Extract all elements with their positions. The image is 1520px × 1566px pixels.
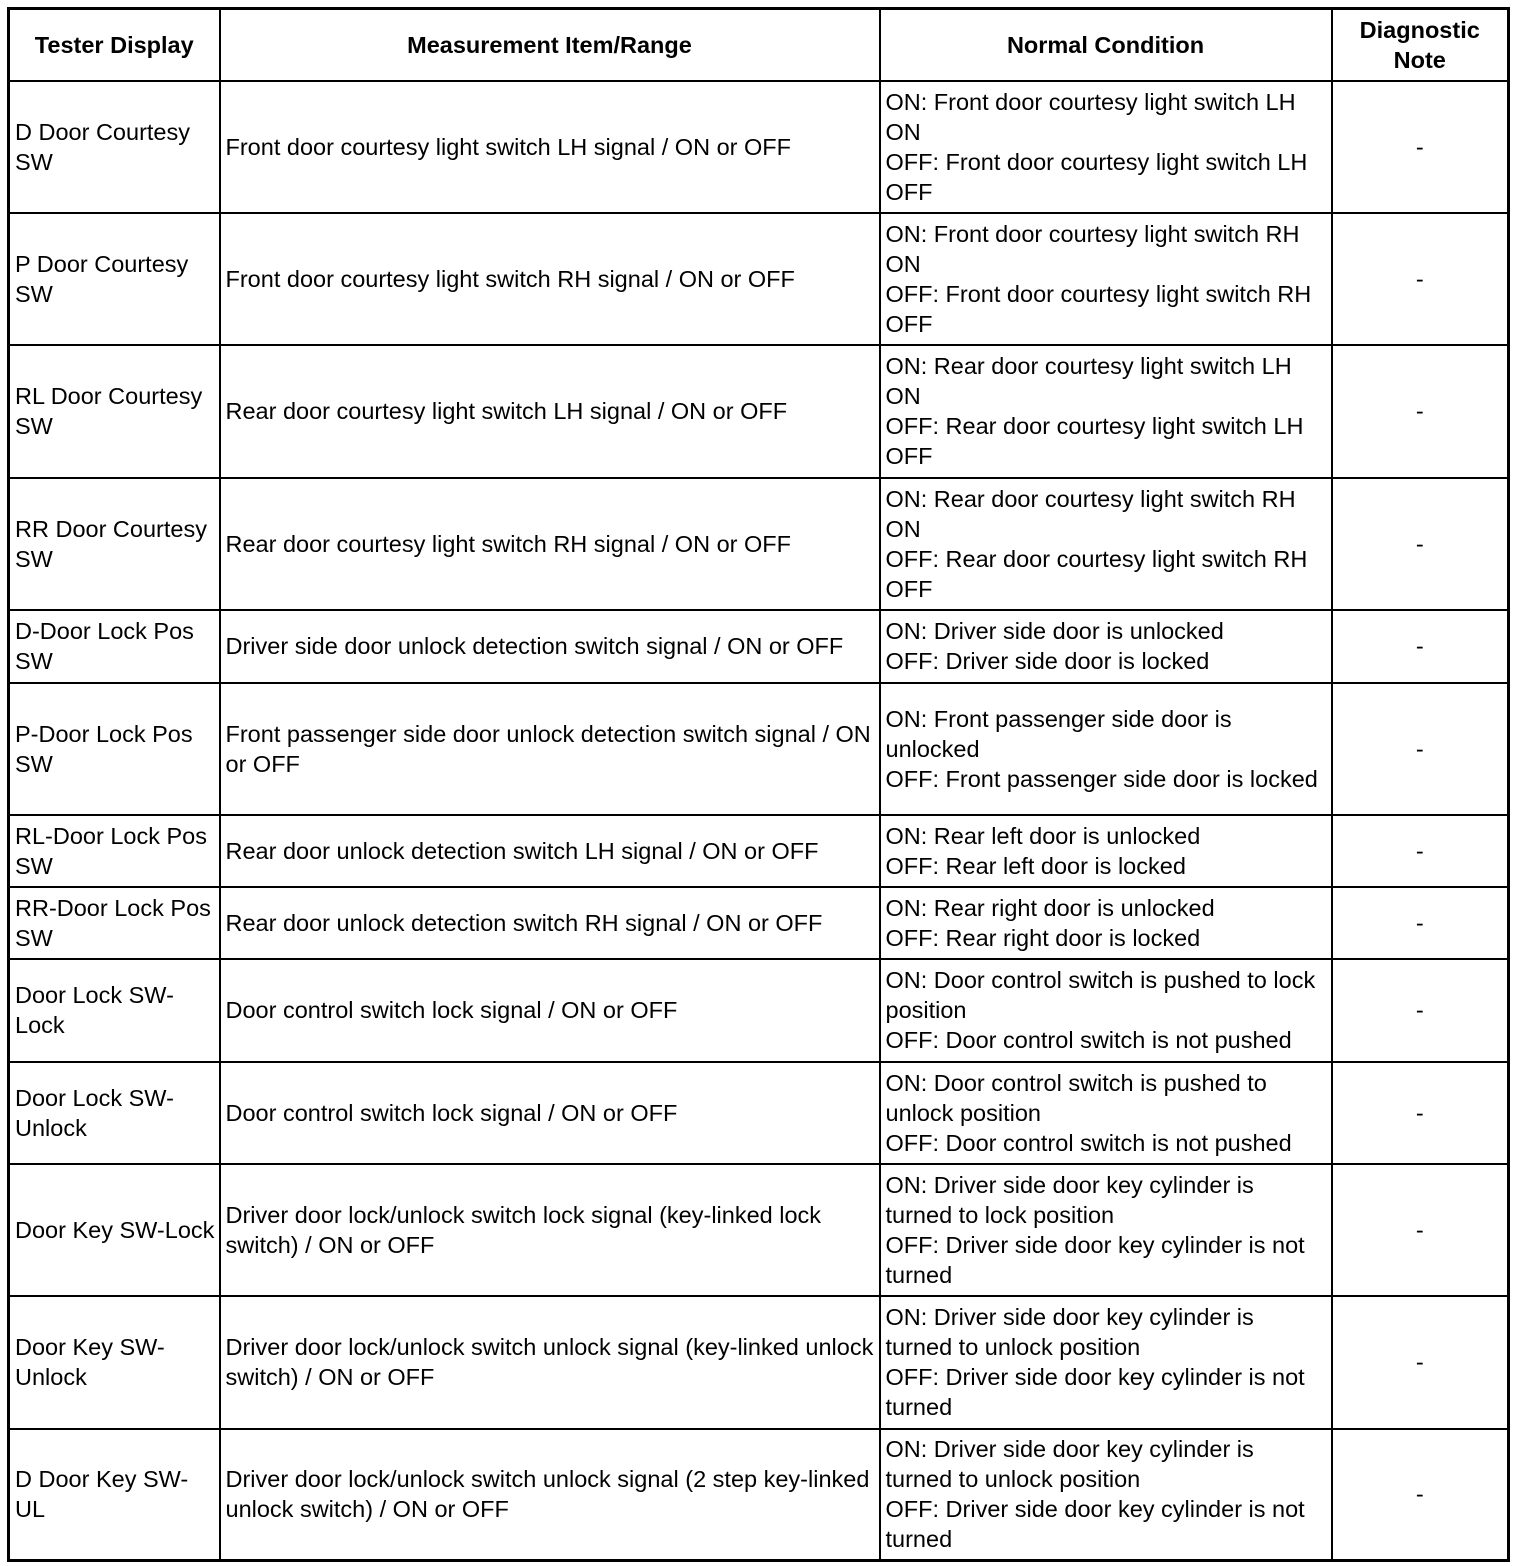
measurement-cell: Front door courtesy light switch LH signal / ON or OFF bbox=[220, 81, 880, 213]
normal-condition-cell bbox=[880, 345, 1332, 478]
header-row bbox=[9, 9, 1509, 81]
normal-condition-cell bbox=[880, 1429, 1332, 1561]
on-condition: ON: Rear left door is unlocked bbox=[885, 822, 1201, 849]
on-condition: ON: Front door courtesy light switch RH ON bbox=[885, 220, 1300, 277]
tester-display-cell: Door Lock SW-Unlock bbox=[9, 1062, 220, 1164]
table-row bbox=[9, 959, 1509, 1062]
measurement-cell: Rear door unlock detection switch RH signal / ON or OFF bbox=[220, 887, 880, 959]
tester-display-cell: Door Key SW-Lock bbox=[9, 1164, 220, 1296]
off-condition: OFF: Door control switch is not pushed bbox=[885, 1027, 1292, 1053]
diagnostic-note-cell: - bbox=[1332, 1062, 1509, 1164]
normal-condition-cell bbox=[880, 81, 1332, 213]
data-list-table bbox=[7, 7, 1510, 1562]
tester-display-cell: D Door Key SW-UL bbox=[9, 1429, 220, 1561]
off-condition: OFF: Front door courtesy light switch RH OFF bbox=[885, 280, 1312, 337]
table-row bbox=[9, 610, 1509, 683]
header-tester-display: Tester Display bbox=[9, 9, 220, 81]
off-condition: OFF: Driver side door key cylinder is not turned bbox=[885, 1364, 1305, 1420]
diagnostic-note-cell: - bbox=[1332, 610, 1509, 683]
measurement-cell: Driver side door unlock detection switch signal / ON or OFF bbox=[220, 610, 880, 683]
normal-condition-cell bbox=[880, 815, 1332, 887]
measurement-cell: Rear door courtesy light switch RH signal / ON or OFF bbox=[220, 478, 880, 610]
normal-condition-cell bbox=[880, 1164, 1332, 1296]
off-condition: OFF: Driver side door key cylinder is not turned bbox=[885, 1496, 1305, 1553]
normal-condition-cell bbox=[880, 478, 1332, 610]
measurement-cell: Driver door lock/unlock switch unlock signal (2 step key-linked unlock switch) / ON or OFF bbox=[220, 1429, 880, 1561]
on-condition: ON: Door control switch is pushed to lock position bbox=[885, 967, 1316, 1023]
off-condition: OFF: Driver side door key cylinder is not turned bbox=[885, 1231, 1305, 1288]
diagnostic-note-cell: - bbox=[1332, 683, 1509, 815]
on-condition: ON: Rear right door is unlocked bbox=[885, 894, 1215, 921]
tester-display-cell: RR-Door Lock Pos SW bbox=[9, 887, 220, 959]
measurement-cell: Driver door lock/unlock switch unlock signal (key-linked unlock switch) / ON or OFF bbox=[220, 1296, 880, 1429]
table-row bbox=[9, 81, 1509, 213]
diagnostic-note-cell: - bbox=[1332, 345, 1509, 478]
tester-display-cell: D-Door Lock Pos SW bbox=[9, 610, 220, 683]
off-condition: OFF: Rear door courtesy light switch RH OFF bbox=[885, 545, 1308, 602]
measurement-cell: Front door courtesy light switch RH signal / ON or OFF bbox=[220, 213, 880, 345]
tester-display-cell: RR Door Courtesy SW bbox=[9, 478, 220, 610]
table-row bbox=[9, 887, 1509, 959]
diagnostic-note-cell: - bbox=[1332, 1296, 1509, 1429]
on-condition: ON: Driver side door key cylinder is turned to unlock position bbox=[885, 1304, 1254, 1360]
table-row bbox=[9, 1062, 1509, 1164]
diagnostic-note-cell: - bbox=[1332, 213, 1509, 345]
off-condition: OFF: Front door courtesy light switch LH OFF bbox=[885, 148, 1308, 205]
normal-condition-cell bbox=[880, 683, 1332, 815]
table-row bbox=[9, 478, 1509, 610]
table-row bbox=[9, 213, 1509, 345]
normal-condition-cell bbox=[880, 213, 1332, 345]
normal-condition-cell bbox=[880, 959, 1332, 1062]
diagnostic-note-cell: - bbox=[1332, 887, 1509, 959]
table-row bbox=[9, 815, 1509, 887]
measurement-cell: Driver door lock/unlock switch lock signal (key-linked lock switch) / ON or OFF bbox=[220, 1164, 880, 1296]
table-row bbox=[9, 1164, 1509, 1296]
on-condition: ON: Driver side door key cylinder is turned to lock position bbox=[885, 1171, 1254, 1228]
on-condition: ON: Rear door courtesy light switch LH ON bbox=[885, 353, 1292, 409]
tester-display-cell: D Door Courtesy SW bbox=[9, 81, 220, 213]
on-condition: ON: Driver side door is unlocked bbox=[885, 618, 1224, 644]
table-row bbox=[9, 345, 1509, 478]
tester-display-cell: P Door Courtesy SW bbox=[9, 213, 220, 345]
off-condition: OFF: Rear left door is locked bbox=[885, 852, 1186, 879]
diagnostic-note-cell: - bbox=[1332, 959, 1509, 1062]
normal-condition-cell bbox=[880, 610, 1332, 683]
measurement-cell: Rear door courtesy light switch LH signal / ON or OFF bbox=[220, 345, 880, 478]
tester-display-cell: Door Lock SW-Lock bbox=[9, 959, 220, 1062]
header-normal-condition: Normal Condition bbox=[880, 9, 1332, 81]
diagnostic-note-cell: - bbox=[1332, 1429, 1509, 1561]
on-condition: ON: Front door courtesy light switch LH ON bbox=[885, 88, 1296, 145]
table-row bbox=[9, 683, 1509, 815]
header-measurement: Measurement Item/Range bbox=[220, 9, 880, 81]
on-condition: ON: Door control switch is pushed to unlock position bbox=[885, 1069, 1267, 1126]
off-condition: OFF: Rear right door is locked bbox=[885, 924, 1201, 951]
table-row bbox=[9, 1296, 1509, 1429]
tester-display-cell: RL-Door Lock Pos SW bbox=[9, 815, 220, 887]
measurement-cell: Front passenger side door unlock detection switch signal / ON or OFF bbox=[220, 683, 880, 815]
off-condition: OFF: Door control switch is not pushed bbox=[885, 1129, 1292, 1156]
off-condition: OFF: Front passenger side door is locked bbox=[885, 765, 1318, 792]
measurement-cell: Door control switch lock signal / ON or OFF bbox=[220, 1062, 880, 1164]
normal-condition-cell bbox=[880, 1062, 1332, 1164]
off-condition: OFF: Rear door courtesy light switch LH OFF bbox=[885, 413, 1304, 469]
tester-display-cell: P-Door Lock Pos SW bbox=[9, 683, 220, 815]
table-row bbox=[9, 1429, 1509, 1561]
off-condition: OFF: Driver side door is locked bbox=[885, 648, 1210, 674]
diagnostic-note-cell: - bbox=[1332, 81, 1509, 213]
measurement-cell: Door control switch lock signal / ON or OFF bbox=[220, 959, 880, 1062]
tester-display-cell: Door Key SW-Unlock bbox=[9, 1296, 220, 1429]
normal-condition-cell bbox=[880, 887, 1332, 959]
on-condition: ON: Rear door courtesy light switch RH ON bbox=[885, 485, 1296, 542]
normal-condition-cell bbox=[880, 1296, 1332, 1429]
diagnostic-note-cell: - bbox=[1332, 478, 1509, 610]
tester-display-cell: RL Door Courtesy SW bbox=[9, 345, 220, 478]
diagnostic-note-cell: - bbox=[1332, 1164, 1509, 1296]
header-diagnostic-note: Diagnostic Note bbox=[1332, 9, 1509, 81]
on-condition: ON: Front passenger side door is unlocked bbox=[885, 705, 1232, 762]
on-condition: ON: Driver side door key cylinder is turned to unlock position bbox=[885, 1436, 1254, 1493]
measurement-cell: Rear door unlock detection switch LH signal / ON or OFF bbox=[220, 815, 880, 887]
diagnostic-note-cell: - bbox=[1332, 815, 1509, 887]
